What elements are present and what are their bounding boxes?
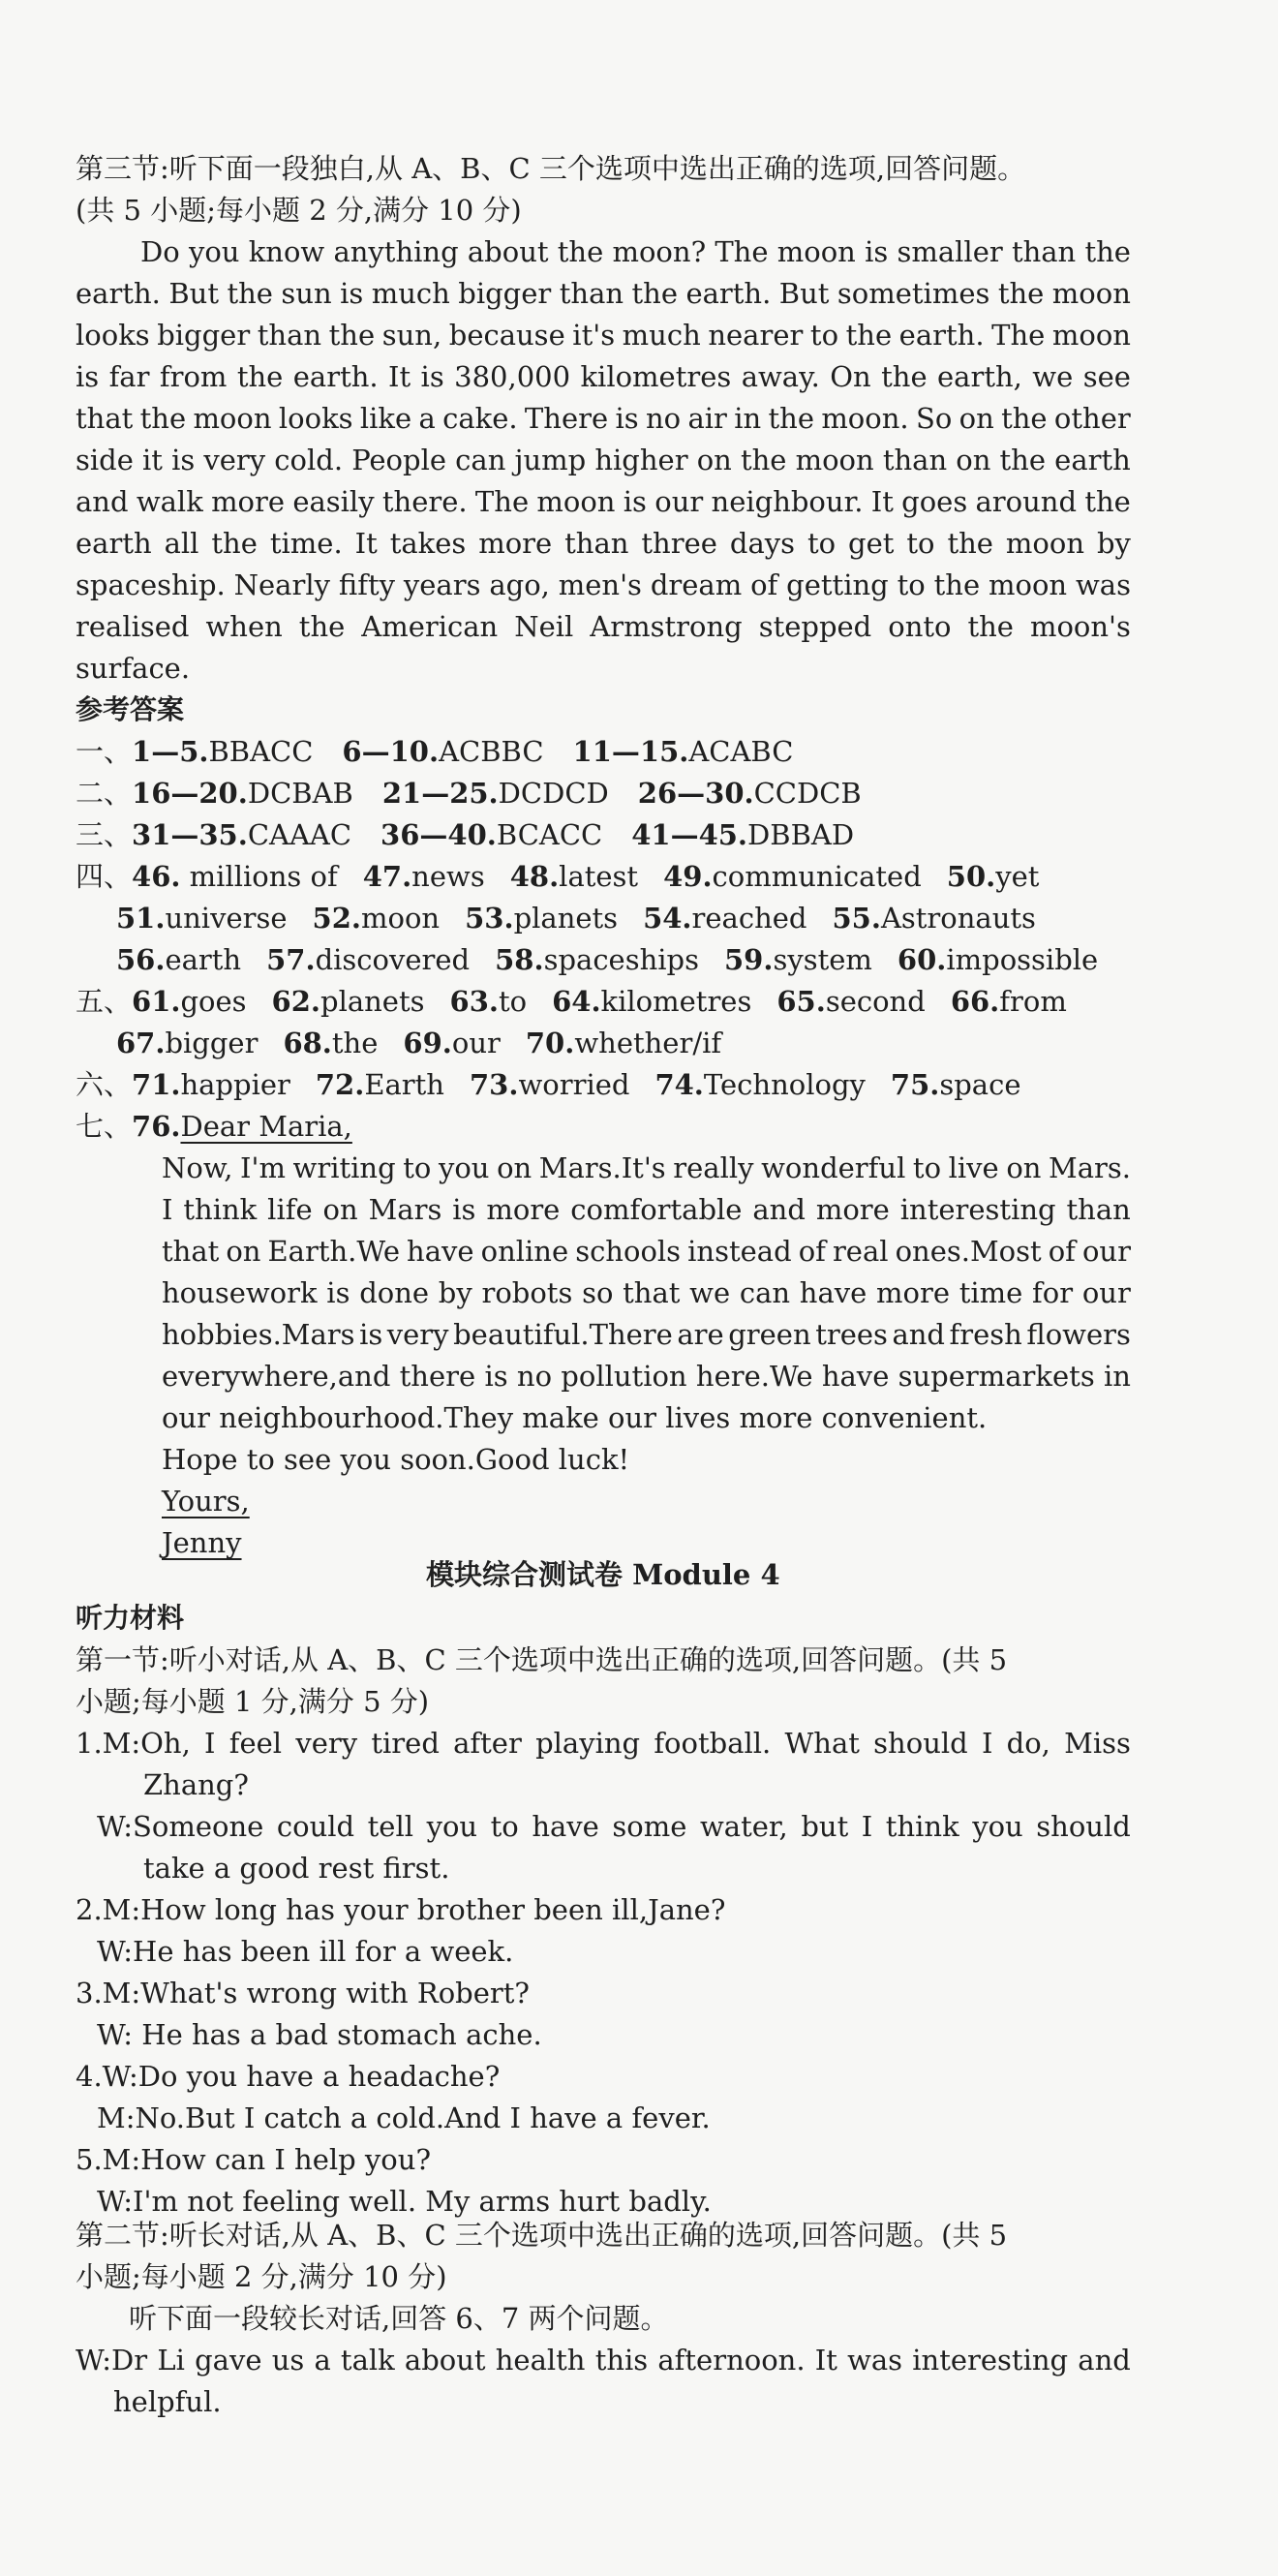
- answer-part-prefix: 一、: [76, 735, 133, 768]
- passage-line: Do you know anything about the moon? The moon is smaller than the: [140, 235, 1131, 268]
- answer-number: 75.: [890, 1068, 940, 1101]
- answer-range: 26—30.: [637, 777, 754, 810]
- dialogue-line: 1.M:Oh, I feel very tired after playing football. What should I do, Miss: [76, 1727, 1131, 1760]
- answer-row-part2: [76, 773, 862, 813]
- answer-part-prefix: 六、: [76, 1068, 133, 1101]
- section2-intro: 听下面一段较长对话,回答 6、7 两个问题。: [129, 2302, 669, 2335]
- letter-body-line: that on Earth.We have online schools instead of real ones.Most of our: [162, 1235, 1131, 1268]
- letter-body-line: Now, I'm writing to you on Mars.It's really wonderful to live on Mars.: [162, 1151, 1131, 1184]
- answer-word: millions of: [180, 860, 338, 893]
- answer-word: whether/if: [574, 1027, 722, 1059]
- answer-number: 64.: [552, 985, 601, 1018]
- answer-word: second: [825, 985, 926, 1018]
- letter-closing-line: Hope to see you soon.Good luck!: [162, 1443, 630, 1476]
- answer-item-row: [76, 981, 1067, 1022]
- dialogue-line: 3.M:What's wrong with Robert?: [76, 1977, 530, 2009]
- answer-letters: CCDCB: [753, 777, 862, 810]
- answer-item-row: [116, 939, 1098, 980]
- answer-word: goes: [180, 985, 247, 1018]
- answer-range: 41—45.: [631, 818, 748, 851]
- passage-line: looks bigger than the sun, because it's much nearer to the earth. The moon: [76, 319, 1131, 352]
- answer-number: 63.: [449, 985, 499, 1018]
- answer-number: 72.: [315, 1068, 365, 1101]
- dialogue-line: W:I'm not feeling well. My arms hurt badly.: [97, 2185, 712, 2218]
- module-test-title: 模块综合测试卷 Module 4: [426, 1558, 780, 1591]
- answer-word: earth: [165, 943, 242, 976]
- answer-number: 46.: [132, 860, 181, 893]
- answer-word: the: [331, 1027, 379, 1059]
- passage-line: and walk more easily there. The moon is our neighbour. It goes around the: [76, 485, 1131, 518]
- answer-word: to: [498, 985, 528, 1018]
- answer-word: worried: [518, 1068, 630, 1101]
- answer-row-part7: [76, 1106, 352, 1147]
- answer-number: 52.: [312, 902, 361, 935]
- answer-range: 31—35.: [132, 818, 248, 851]
- answer-word: moon: [361, 902, 441, 935]
- passage-line: side it is very cold. People can jump higher on the moon than on the earth: [76, 444, 1131, 476]
- answer-word: universe: [165, 902, 288, 935]
- answer-range: 16—20.: [132, 777, 248, 810]
- section3-instruction-line2: (共 5 小题;每小题 2 分,满分 10 分): [76, 194, 522, 227]
- answer-row-part1: [76, 731, 793, 772]
- answer-item-row: [76, 1064, 1021, 1105]
- answer-word: space: [939, 1068, 1021, 1101]
- answer-word: discovered: [315, 943, 471, 976]
- letter-body-line: hobbies.Mars is very beautiful.There are green trees and fresh flowers: [162, 1318, 1131, 1351]
- answer-number: 74.: [654, 1068, 704, 1101]
- listening-heading: 听力材料: [76, 1602, 185, 1634]
- answer-number: 57.: [266, 943, 316, 976]
- answer-word: bigger: [165, 1027, 259, 1059]
- answer-range: 11—15.: [572, 735, 689, 768]
- answer-word: yet: [995, 860, 1040, 893]
- answer-number: 54.: [643, 902, 692, 935]
- answer-number: 71.: [132, 1068, 181, 1101]
- answer-number: 58.: [495, 943, 544, 976]
- answer-number: 55.: [832, 902, 881, 935]
- answer-number: 62.: [271, 985, 320, 1018]
- letter-body-line: everywhere,and there is no pollution here.We have supermarkets in: [162, 1360, 1131, 1393]
- answer-letters: BBACC: [208, 735, 314, 768]
- dialogue-line: W:He has been ill for a week.: [97, 1935, 514, 1968]
- answer-number: 69.: [403, 1027, 452, 1059]
- answer-letters: CAAAC: [247, 818, 352, 851]
- passage-line: is far from the earth. It is 380,000 kilometres away. On the earth, we see: [76, 360, 1131, 393]
- answer-part-prefix: 七、: [76, 1110, 133, 1143]
- answer-range: 21—25.: [381, 777, 499, 810]
- passage-line: spaceship. Nearly fifty years ago, men's dream of getting to the moon was: [76, 568, 1131, 601]
- dialogue-line-cont: Zhang?: [143, 1768, 249, 1801]
- dialogue-line: W: He has a bad stomach ache.: [97, 2018, 542, 2051]
- answer-word: Astronauts: [880, 902, 1036, 935]
- dialogue-line: W:Someone could tell you to have some water, but I think you should: [97, 1810, 1131, 1843]
- final-line2: helpful.: [113, 2385, 222, 2418]
- passage-line: that the moon looks like a cake. There is no air in the moon. So on the other: [76, 402, 1131, 435]
- answer-number: 56.: [116, 943, 166, 976]
- answer-number: 66.: [950, 985, 1000, 1018]
- letter-sign-off: Yours,: [162, 1485, 250, 1518]
- answer-item-row: [76, 856, 1039, 897]
- section2-instruction-line2: 小题;每小题 2 分,满分 10 分): [76, 2260, 447, 2293]
- answer-number: 50.: [946, 860, 996, 893]
- answer-item-row: [116, 898, 1036, 938]
- answer-part-prefix: 五、: [76, 985, 133, 1018]
- answer-part-prefix: 二、: [76, 777, 133, 810]
- answer-number: 47.: [362, 860, 412, 893]
- answer-number: 73.: [469, 1068, 519, 1101]
- answer-word: Earth: [364, 1068, 444, 1101]
- letter-body-line: I think life on Mars is more comfortable and more interesting than: [162, 1193, 1131, 1226]
- section1-instruction-line1: 第一节:听小对话,从 A、B、C 三个选项中选出正确的选项,回答问题。(共 5: [76, 1643, 1008, 1676]
- answer-number: 61.: [132, 985, 181, 1018]
- answer-number: 68.: [283, 1027, 332, 1059]
- answer-number: 76.: [132, 1110, 181, 1143]
- answer-word: system: [773, 943, 872, 976]
- answer-word: communicated: [712, 860, 922, 893]
- answer-word: impossible: [946, 943, 1099, 976]
- answers-heading: 参考答案: [76, 693, 185, 725]
- answer-part-prefix: 四、: [76, 860, 133, 893]
- answer-letters: ACABC: [688, 735, 794, 768]
- letter-salutation: Dear Maria,: [180, 1110, 352, 1143]
- answer-number: 65.: [776, 985, 826, 1018]
- letter-signature: Jenny: [162, 1526, 242, 1559]
- answer-item-row: [116, 1023, 721, 1063]
- answer-word: planets: [513, 902, 619, 935]
- answer-letters: DCDCD: [498, 777, 609, 810]
- final-line1: W:Dr Li gave us a talk about health this afternoon. It was interesting and: [76, 2344, 1131, 2377]
- passage-line: earth. But the sun is much bigger than the earth. But sometimes the moon: [76, 277, 1131, 310]
- section2-instruction-line1: 第二节:听长对话,从 A、B、C 三个选项中选出正确的选项,回答问题。(共 5: [76, 2219, 1008, 2252]
- answer-number: 49.: [663, 860, 713, 893]
- answer-word: news: [411, 860, 485, 893]
- passage-line: surface.: [76, 652, 191, 685]
- answer-number: 67.: [116, 1027, 166, 1059]
- section3-instruction-line1: 第三节:听下面一段独白,从 A、B、C 三个选项中选出正确的选项,回答问题。: [76, 152, 1026, 185]
- section1-instruction-line2: 小题;每小题 1 分,满分 5 分): [76, 1685, 430, 1718]
- answer-word: our: [451, 1027, 501, 1059]
- answer-word: happier: [180, 1068, 290, 1101]
- passage-line: realised when the American Neil Armstrong stepped onto the moon's: [76, 610, 1131, 643]
- letter-body-line: our neighbourhood.They make our lives more convenient.: [162, 1401, 988, 1434]
- answer-number: 51.: [116, 902, 166, 935]
- answer-word: from: [999, 985, 1067, 1018]
- answer-letters: DCBAB: [247, 777, 353, 810]
- answer-letters: DBBAD: [747, 818, 855, 851]
- dialogue-line: M:No.But I catch a cold.And I have a fever.: [97, 2101, 711, 2134]
- dialogue-line: 4.W:Do you have a headache?: [76, 2060, 501, 2093]
- answer-word: spaceships: [543, 943, 699, 976]
- answer-letters: ACBBC: [439, 735, 544, 768]
- answer-word: kilometres: [600, 985, 752, 1018]
- answer-number: 53.: [465, 902, 514, 935]
- answer-word: Technology: [703, 1068, 866, 1101]
- answer-word: planets: [320, 985, 425, 1018]
- answer-range: 6—10.: [342, 735, 440, 768]
- answer-range: 1—5.: [132, 735, 209, 768]
- dialogue-line: 2.M:How long has your brother been ill,Jane?: [76, 1893, 726, 1926]
- answer-word: reached: [691, 902, 807, 935]
- letter-body-line: housework is done by robots so that we can have more time for our: [162, 1276, 1131, 1309]
- answer-number: 60.: [897, 943, 947, 976]
- answer-number: 59.: [724, 943, 774, 976]
- dialogue-line: 5.M:How can I help you?: [76, 2143, 431, 2176]
- answer-letters: BCACC: [496, 818, 603, 851]
- dialogue-line-cont: take a good rest first.: [143, 1852, 450, 1885]
- answer-range: 36—40.: [380, 818, 497, 851]
- answer-row-part3: [76, 814, 854, 855]
- answer-number: 70.: [525, 1027, 575, 1059]
- passage-line: earth all the time. It takes more than three days to get to the moon by: [76, 527, 1131, 560]
- answer-part-prefix: 三、: [76, 818, 133, 851]
- answer-word: latest: [559, 860, 639, 893]
- answer-number: 48.: [509, 860, 560, 893]
